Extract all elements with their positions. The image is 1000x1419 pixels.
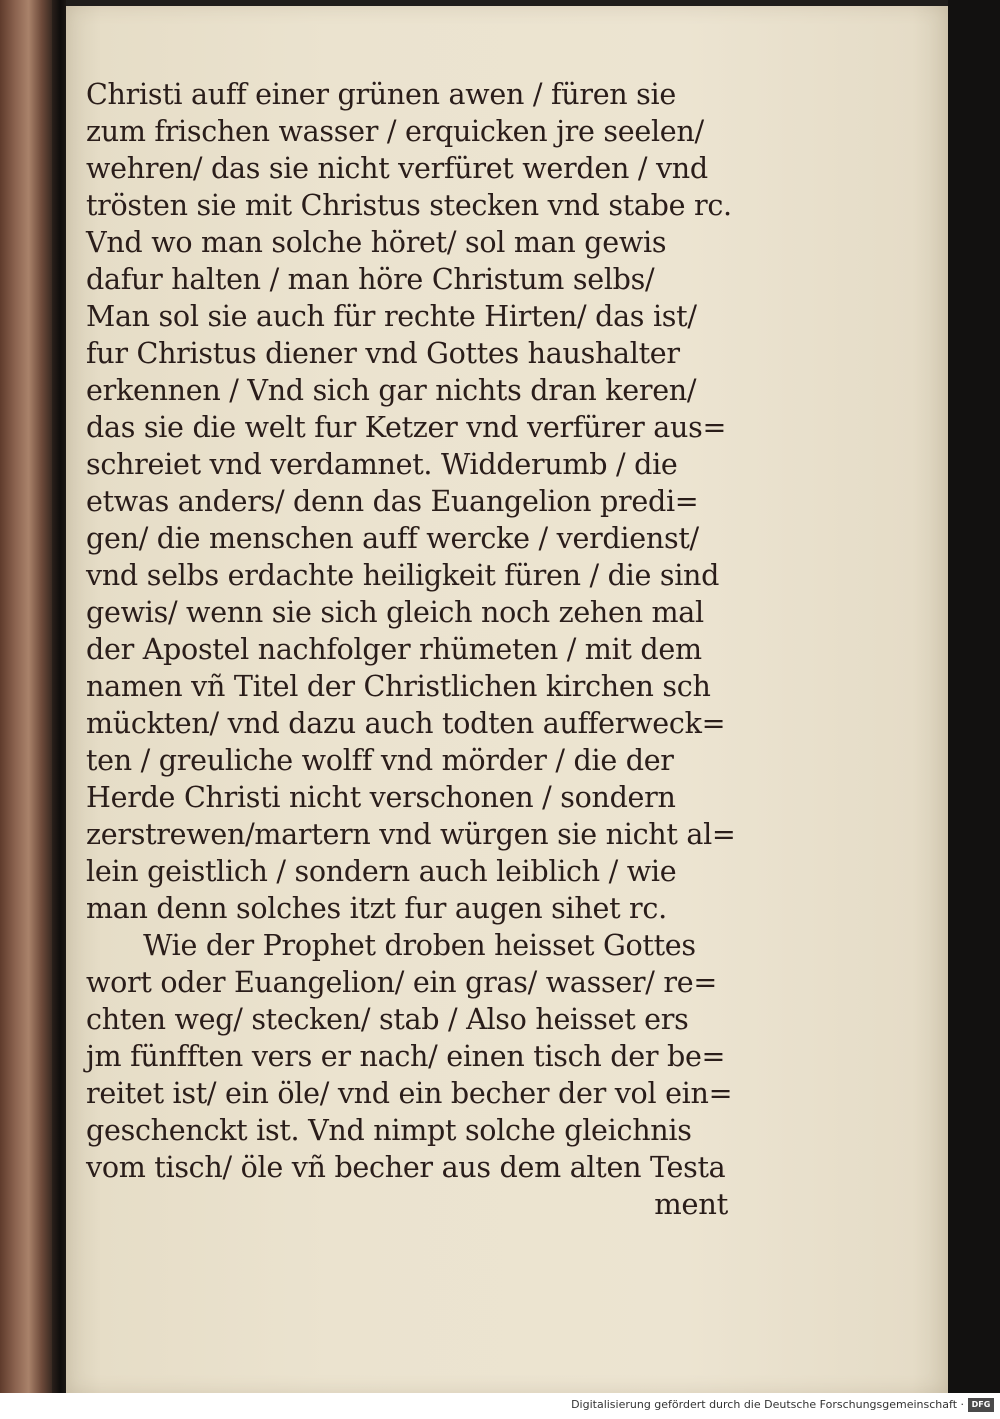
text-line: zum frischen wasser / erquicken jre seelen/ (86, 114, 704, 148)
text-line: jm fünfften vers er nach/ einen tisch der be= (86, 1039, 726, 1073)
catchword: ment (654, 1187, 728, 1221)
text-line: mückten/ vnd dazu auch todten aufferweck= (86, 706, 726, 740)
text-line: wort oder Euangelion/ ein gras/ wasser/ re= (86, 965, 717, 999)
page-text (86, 76, 746, 1223)
footer-bar (0, 1393, 1000, 1419)
text-line: reitet ist/ ein öle/ vnd ein becher der vol ein= (86, 1076, 733, 1110)
text-line: gen/ die menschen auff wercke / verdienst/ (86, 521, 699, 555)
text-line: vom tisch/ öle vñ becher aus dem alten Testa (86, 1150, 726, 1184)
text-line: das sie die welt fur Ketzer vnd verfürer aus= (86, 410, 727, 444)
text-line: Herde Christi nicht verschonen / sondern (86, 780, 676, 814)
text-line: Vnd wo man solche höret/ sol man gewis (86, 225, 667, 259)
text-line: namen vñ Titel der Christlichen kirchen sch (86, 669, 711, 703)
previous-page-edge (0, 0, 52, 1393)
dfg-logo: DFG (968, 1398, 994, 1412)
text-line: chten weg/ stecken/ stab / Also heisset ers (86, 1002, 689, 1036)
text-line: Wie der Prophet droben heisset Gottes (143, 928, 696, 962)
text-line: Christi auff einer grünen awen / füren sie (86, 77, 676, 111)
text-line: ten / greuliche wolff vnd mörder / die der (86, 743, 674, 777)
scan-background (948, 0, 1000, 1393)
text-line: Man sol sie auch für rechte Hirten/ das ist/ (86, 299, 697, 333)
text-line: gewis/ wenn sie sich gleich noch zehen mal (86, 595, 704, 629)
text-line: fur Christus diener vnd Gottes haushalter (86, 336, 680, 370)
text-line: der Apostel nachfolger rhümeten / mit dem (86, 632, 702, 666)
text-line: zerstrewen/martern vnd würgen sie nicht al= (86, 817, 736, 851)
book-gutter (52, 0, 66, 1393)
text-line: trösten sie mit Christus stecken vnd stabe rc. (86, 188, 732, 222)
text-line: lein geistlich / sondern auch leiblich / wie (86, 854, 677, 888)
text-line: erkennen / Vnd sich gar nichts dran keren/ (86, 373, 697, 407)
text-line: man denn solches itzt fur augen sihet rc. (86, 891, 667, 925)
text-line: vnd selbs erdachte heiligkeit füren / die sind (86, 558, 720, 592)
text-line: dafur halten / man höre Christum selbs/ (86, 262, 655, 296)
text-line: etwas anders/ denn das Euangelion predi= (86, 484, 699, 518)
text-line: geschenckt ist. Vnd nimpt solche gleichnis (86, 1113, 692, 1147)
funding-credit: Digitalisierung gefördert durch die Deutsche Forschungsgemeinschaft · (571, 1398, 964, 1411)
text-line: wehren/ das sie nicht verfüret werden / vnd (86, 151, 708, 185)
text-line: schreiet vnd verdamnet. Widderumb / die (86, 447, 678, 481)
